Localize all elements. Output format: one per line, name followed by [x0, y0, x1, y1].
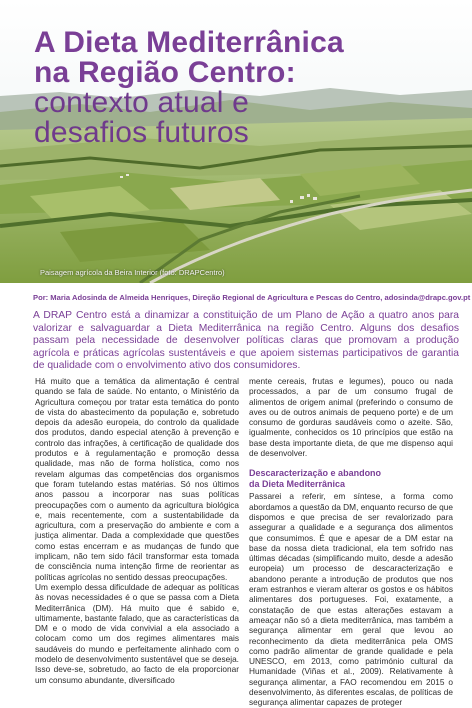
photo-caption: Paisagem agrícola da Beira Interior (foto: DRAPCentro) [40, 268, 225, 277]
title-line-3: contexto atual e [34, 86, 250, 119]
body-paragraph: Um exemplo dessa dificuldade de adequar as políticas às novas necessidades é o que se passa com a Dieta Mediterrânica (DM). Há muito que é sabido e, ultimamente, bastante falado, que as características da DM e o modo de vida convivial a ela associado a colocam como um dos regimes alimentares mais saudáveis do mundo e perfeitamente alinhado com o modelo de desenvolvimento sustentável que se deseja. Isso deve-se, sobretudo, ao facto de ela proporcionar um consumo abundante, diversificado [35, 581, 239, 685]
title-line-1: A Dieta Mediterrânica [34, 26, 344, 59]
title-line-2: na Região Centro: [34, 56, 296, 89]
title-line-4: desafios futuros [34, 116, 249, 149]
article-title [34, 28, 454, 148]
body-paragraph: Passarei a referir, em síntese, a forma como abordamos a questão da DM, enquanto recurso de que dispomos e que precisa de ser revalorizado para assegurar a qualidade e a segurança dos alimentos que consumimos. É que e apesar de a DM estar na base da nossa dieta tradicional, ela tem sofrido nas últimas décadas (simplificando muito, desde a adesão europeia) um processo de descaracterização e abandono perante a introdução de produtos que nos eram estranhos e vieram alterar os gostos e os hábitos alimentares dos portugueses. Foi, exatamente, a constatação de que estas alterações estavam a ameaçar não só a dieta mediterrânica, mas também a segurança alimentar em geral que levou ao reconhecimento da dieta mediterrânica pela OMS como padrão alimentar de grande qualidade e pela UNESCO, em 2013, como património cultural da Humanidade (Viñas et al., 2009). Relativamente à segurança alimentar, a FAO recomendou em 2015 o desenvolvimento, às diferentes escalas, de políticas de segurança alimentar capazes de proteger [249, 491, 453, 708]
body-column-right [249, 376, 453, 708]
subheading-line-1: Descaracterização e abandono [249, 468, 382, 479]
subheading-line-2: da Dieta Mediterrânica [249, 478, 346, 489]
lead-paragraph: A DRAP Centro está a dinamizar a constituição de um Plano de Ação a quatro anos para valorizar e salvaguardar a Dieta Mediterrânica na região Centro. Alguns dos desafios passam pela necessidade de desenvolver políticas claras que promovam a produção agrícola e práticas agrícolas sustentáveis e que apoiem sistemas participativos de garantia de qualidade com o envolvimento ativo dos consumidores. [33, 310, 459, 372]
hero-photo [0, 0, 472, 283]
author-byline: Por: Maria Adosinda de Almeida Henriques, Direção Regional de Agricultura e Pescas do Centro, adosinda@drapc.gov.pt [33, 293, 471, 302]
section-subheading [249, 468, 453, 489]
body-column-left [35, 376, 239, 685]
body-paragraph: Há muito que a temática da alimentação é central quando se fala de saúde. No entanto, o Ministério da Agricultura começou por tratar esta temática do ponto de vista do abastecimento da população e, sobretudo depois da adesão europeia, do controlo da qualidade dos produtos, dando especial atenção à prevenção e controlo das infrações, à certificação de qualidade dos produtos e à regulamentação e promoção dessa qualidade, mas não de forma holística, como nos revelam algumas das competências dos organismos que foram tutelando estas matérias. Só nos últimos anos passou a incorporar nas suas políticas preocupações com o aumento da agricultura biológica e, mais recentemente, com a sustentabilidade da agricultura, com a preservação do ambiente e com a justiça alimentar. Dada a complexidade que questões como estas encerram e as mudanças de fundo que implicam, não tem sido fácil transformar esta tomada de consciência numa intenção firme de reorientar as políticas agrícolas no sentido dessas preocupações. [35, 376, 239, 582]
body-paragraph: mente cereais, frutas e legumes), pouco ou nada processados, a par de um consumo frugal de alimentos de origem animal (preferindo o consumo de aves ou de outros animais de pequeno porte) e de um consumo de gorduras saudáveis como o azeite. São, igualmente, conhecidos os 10 princípios que estão na base desta importante dieta, de que me dispenso aqui de desenvolver. [249, 376, 453, 459]
